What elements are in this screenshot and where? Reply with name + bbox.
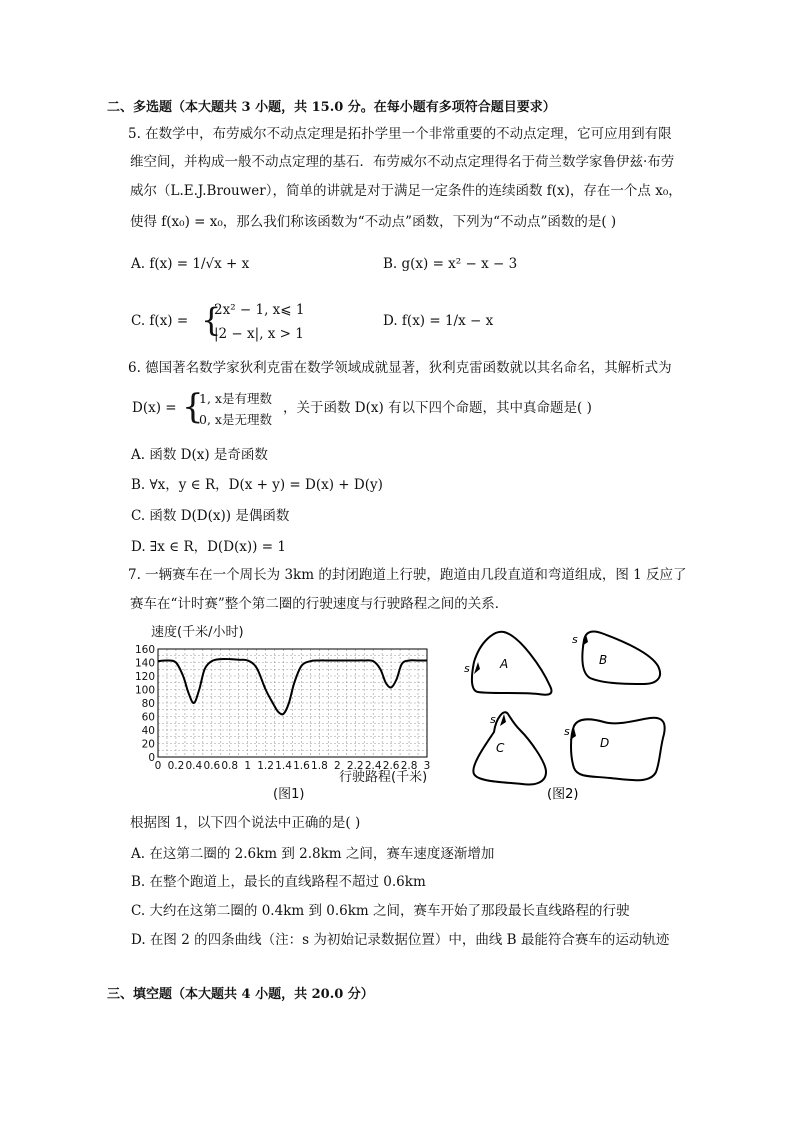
y-tick-label: 80 xyxy=(141,698,155,710)
x-tick-label: 0.4 xyxy=(185,760,203,772)
q6-def-case2: 0, x是无理数 xyxy=(199,412,272,427)
q5-option-c-case2: |2 − x|, x > 1 xyxy=(214,326,304,342)
x-tick-label: 1.8 xyxy=(311,760,328,772)
q7-line2: 赛车在“计时赛”整个第二圈的行驶速度与行驶路程之间的关系． xyxy=(130,596,509,612)
q5-option-d: D. f(x) = 1/x − x xyxy=(383,313,494,329)
y-tick-label: 120 xyxy=(134,671,155,683)
track-label-d: D xyxy=(600,736,610,750)
q6-option-c: C. 函数 D(D(x)) 是偶函数 xyxy=(131,508,290,524)
start-label-a: s xyxy=(464,662,470,675)
track-shapes-figure xyxy=(460,622,675,804)
q5-option-b: B. g(x) = x² − x − 3 xyxy=(383,256,518,272)
q6-option-a: A. 函数 D(x) 是奇函数 xyxy=(131,447,268,463)
start-label-d: s xyxy=(564,725,570,738)
track-curve-a xyxy=(464,632,552,695)
x-tick-label: 0 xyxy=(154,760,162,772)
q6-option-b: B. ∀x，y ∈ R，D(x + y) = D(x) + D(y) xyxy=(131,477,383,493)
q7-option-c: C. 大约在这第二圈的 0.4km 到 0.6km 之间，赛车开始了那段最长直线路程的行驶 xyxy=(131,903,630,919)
q7-option-a: A. 在这第二圈的 2.6km 到 2.8km 之间，赛车速度逐渐增加 xyxy=(131,846,495,862)
q5-option-c-case1: 2x² − 1, x⩽ 1 xyxy=(214,302,305,318)
track-label-c: C xyxy=(496,741,505,755)
q6-def-case1: 1, x是有理数 xyxy=(199,391,272,406)
q5-option-c-label: C. f(x) = xyxy=(131,313,189,329)
q6-option-d: D. ∃x ∈ R，D(D(x)) = 1 xyxy=(131,539,286,555)
y-tick-label: 60 xyxy=(141,711,155,724)
track-label-a: A xyxy=(500,657,509,671)
track-label-b: B xyxy=(599,653,608,667)
chart-x-axis-label: 行驶路程(千米) xyxy=(339,770,428,785)
y-tick-label: 140 xyxy=(134,657,155,670)
y-tick-label: 160 xyxy=(134,644,155,656)
y-tick-label: 100 xyxy=(134,684,155,697)
x-tick-label: 2.6 xyxy=(382,760,400,772)
start-label-b: s xyxy=(572,633,578,646)
q6-line1: 6. 德国著名数学家狄利克雷在数学领域成就显著，狄利克雷函数就以其名命名，其解析式为 xyxy=(128,360,672,376)
q6-def-tail: ，关于函数 D(x) 有以下四个命题，其中真命题是( ) xyxy=(283,400,592,416)
q5-line3: 威尔（L.E.J.Brouwer），简单的讲就是对于满足一定条件的连续函数 f(x)，存在一个点 x₀， xyxy=(130,183,682,199)
x-tick-label: 0.2 xyxy=(167,760,185,772)
track-curve-b xyxy=(572,632,660,684)
q5-line2: 维空间，并构成一般不动点定理的基石．布劳威尔不动点定理得名于荷兰数学家鲁伊兹·布劳 xyxy=(130,154,675,170)
x-tick-label: 2 xyxy=(333,760,341,772)
fig1-caption: (图1) xyxy=(273,787,305,802)
y-tick-label: 40 xyxy=(141,725,155,737)
chart-grid xyxy=(158,649,427,757)
q6-def-label: D(x) = xyxy=(132,400,177,416)
q7-stem: 根据图 1，以下四个说法中正确的是( ) xyxy=(130,815,361,831)
x-tick-label: 1 xyxy=(244,760,252,772)
chart-y-ticks xyxy=(135,644,155,764)
chart-y-axis-label: 速度(千米/小时) xyxy=(151,625,244,640)
section-header-fill-blank: 三、填空题（本大题共 4 小题，共 20.0 分） xyxy=(107,987,374,1002)
y-tick-label: 20 xyxy=(141,738,155,751)
q5-line4: 使得 f(x₀) = x₀，那么我们称该函数为“不动点”函数，下列为“不动点”函数的是( ) xyxy=(130,214,617,230)
x-tick-label: 0.8 xyxy=(221,760,239,772)
x-tick-label: 2.2 xyxy=(346,760,364,772)
x-tick-label: 2.4 xyxy=(364,760,382,772)
q7-option-b: B. 在整个跑道上，最长的直线路程不超过 0.6km xyxy=(131,874,426,890)
q7-line1: 7. 一辆赛车在一个周长为 3km 的封闭跑道上行驶，跑道由几段直道和弯道组成，图 1 反应了 xyxy=(128,567,687,583)
section-header-multi-choice: 二、多选题（本大题共 3 小题，共 15.0 分。在每小题有多项符合题目要求） xyxy=(107,100,556,115)
y-tick-label: 0 xyxy=(148,752,155,764)
x-tick-label: 2.8 xyxy=(400,760,418,772)
x-tick-label: 1.4 xyxy=(275,760,292,772)
track-curve-d xyxy=(564,718,665,781)
x-tick-label: 1.2 xyxy=(257,760,274,772)
x-tick-label: 0.6 xyxy=(203,760,221,772)
x-tick-label: 1.6 xyxy=(293,760,310,772)
start-label-c: s xyxy=(490,713,496,726)
x-tick-label: 3 xyxy=(423,760,431,772)
start-arrow-icon xyxy=(474,662,480,674)
q7-option-d: D. 在图 2 的四条曲线（注：s 为初始记录数据位置）中，曲线 B 最能符合赛车的运动轨迹 xyxy=(131,932,670,948)
q5-option-c-brace: { xyxy=(201,301,222,339)
speed-distance-chart xyxy=(125,618,445,803)
fig2-caption: (图2) xyxy=(547,787,579,802)
track-curve-c xyxy=(473,712,546,784)
q5-option-a: A. f(x) = 1/√x + x xyxy=(131,256,250,272)
q6-def-brace: { xyxy=(182,387,204,427)
q5-line1: 5. 在数学中，布劳威尔不动点定理是拓扑学里一个非常重要的不动点定理，它可应用到有限 xyxy=(128,126,672,142)
